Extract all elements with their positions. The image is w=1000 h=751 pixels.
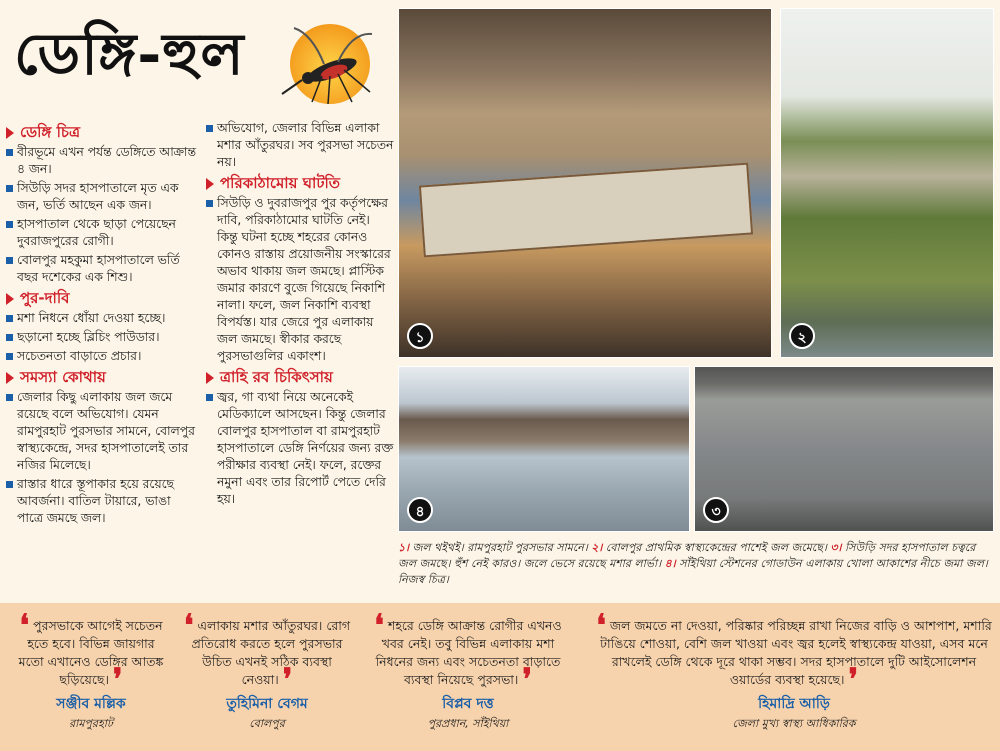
quote-author: তুহিমিনা বেগম [226,696,308,712]
quote-author-role: রামপুরহাট [69,717,113,730]
headline: ডেঙ্গি-হুল [14,20,245,88]
close-quote-icon: ❜ [848,662,859,698]
photo-number-badge: ২ [789,323,815,349]
photo-number-badge: ১ [407,323,433,349]
column-1 [6,120,198,529]
square-bullet-icon [206,125,213,132]
close-quote-icon: ❜ [522,662,533,698]
list-item: ছড়ানো হচ্ছে ব্লিচিং পাউডার। [6,329,198,346]
square-bullet-icon [6,481,13,488]
quote-author: সঞ্জীব মল্লিক [56,696,126,712]
quote-block: ❛ জল জমতে না দেওয়া, পরিষ্কার পরিচ্ছন্ন রাখা নিজের বাড়ি ও আশপাশ, মশারি টাঙিয়ে শোওয়া, বেশি জল খাওয়া এবং জ্বর হলেই স্বাস্থ্যকেন্দ্র যাওয়া, এসব মনে রাখলেই ডেঙ্গি থেকে দূরে থাকা সম্ভব। সদর হাসপাতালে দুটি আইসোলেশন ওয়ার্ডের ব্যবস্থা হয়েছে। ❜ হিমাদ্রি আড়ি জেলা মুখ্য স্বাস্থ্য আধিকারিক [596,617,992,733]
triangle-bullet-icon [206,372,214,384]
square-bullet-icon [6,185,13,192]
quote-block: ❛ শহরে ডেঙ্গি আক্রান্ত রোগীর এখনও খবর নেই। তবু বিভিন্ন এলাকায় মশা নিধনের জন্য এবং সচেতনতা বাড়াতে ব্যবস্থা নিয়েছে পুরসভা। ❜ বিপ্লব দত্ত পুরপ্রধান, সাঁইথিয়া [370,617,566,733]
reflected-signboard [419,163,753,258]
section-title-trahi-rob: ত্রাহি রব চিকিৎসায় [206,369,394,386]
list-item: রাস্তার ধারে স্তূপাকার হয়ে রয়েছে আবর্জনা। বাতিল টায়ারে, ভাঙা পাত্রে জমছে জল। [6,476,198,527]
triangle-bullet-icon [6,127,14,139]
close-quote-icon: ❜ [282,662,293,698]
quote-author-role: পুরপ্রধান, সাঁইথিয়া [427,717,509,730]
open-quote-icon: ❛ [596,608,606,644]
section-title-samasya: সমস্যা কোথায় [6,369,198,386]
list-item: মশা নিধনে ধোঁয়া দেওয়া হচ্ছে। [6,310,198,327]
square-bullet-icon [6,315,13,322]
body-paragraph: জ্বর, গা ব্যথা নিয়ে অনেকেই মেডিক্যালে আসছেন। কিন্তু জেলার বোলপুর হাসপাতাল বা রামপুরহাট হাসপাতালে ডেঙ্গি নির্ণয়ের জন্য রক্ত পরীক্ষার ব্যবস্থা নেই। ফলে, রক্তের নমুনা এবং তার রিপোর্ট পেতে দেরি হয়। [206,389,394,508]
quote-author: বিপ্লব দত্ত [442,696,494,712]
body-paragraph: সিউড়ি ও দুবরাজপুর পুর কর্তৃপক্ষের দাবি, পরিকাঠামোর ঘাটতি নেই। কিন্তু ঘটনা হচ্ছে শহরের কোনও কোনও রাস্তায় প্রয়োজনীয় সংস্কারের অভাব থাকায় জল জমছে। প্লাস্টিক জমার কারণে বুজে গিয়েছে নিকাশি নালা। ফলে, জল নিকাশি ব্যবস্থা বিপর্যস্ত। যার জেরে পুর এলাকায় জল জমছে। স্বীকার করছে পুরসভাগুলির একাংশ। [206,195,394,365]
open-quote-icon: ❛ [374,608,384,644]
list-item: সচেতনতা বাড়াতে প্রচার। [6,348,198,365]
square-bullet-icon [6,353,13,360]
list-item: জেলার কিছু এলাকায় জল জমে রয়েছে বলে অভিযোগ। যেমন রামপুরহাট পুরসভার সামনে, বোলপুর স্বাস্থ্যকেন্দ্রে, সদর হাসপাতালেই তার নজির মিলেছে। [6,389,198,474]
close-quote-icon: ❜ [112,662,123,698]
photo-suri-hospital [694,366,994,532]
quote-block: ❛ এলাকায় মশার আঁতুরঘর। রোগ প্রতিরোধ করতে হলে পুরসভার উচিত এখনই সঠিক ব্যবস্থা নেওয়া। ❜ তুহিমিনা বেগম বোলপুর [182,617,352,733]
column-2 [206,120,394,510]
photo-caption: ১। জল থইথই। রামপুরহাট পুরসভার সামনে। ২। বোলপুর প্রাথমিক স্বাস্থ্যকেন্দ্রের পাশেই জল জমেছে। ৩। সিউড়ি সদর হাসপাতাল চত্বরে জল জমছে। হুঁশ নেই কারও। জলে ভেসে রয়েছে মশার লার্ভা। ৪। সাঁইথিয়া স্টেশনের গোডাউন এলাকায় খোলা আকাশের নীচে জমা জল। নিজস্ব চিত্র। [398,541,988,586]
photo-sainthia-station [398,366,690,532]
square-bullet-icon [6,334,13,341]
list-item: সিউড়ি সদর হাসপাতালে মৃত এক জন, ভর্তি আছেন এক জন। [6,180,198,214]
square-bullet-icon [206,394,213,401]
intro-paragraph: অভিযোগ, জেলার বিভিন্ন এলাকা মশার আঁতুরঘর। সব পুরসভা সচেতন নয়। [206,120,394,171]
section-title-dengue-chitra: ডেঙ্গি চিত্র [6,124,198,141]
mosquito-icon [272,14,384,106]
quote-author-role: জেলা মুখ্য স্বাস্থ্য আধিকারিক [732,717,856,730]
triangle-bullet-icon [6,293,14,305]
quote-author-role: বোলপুর [249,717,285,730]
quote-author: হিমাদ্রি আড়ি [758,696,830,712]
square-bullet-icon [6,257,13,264]
photo-bolpur-health-centre [780,8,994,358]
open-quote-icon: ❛ [19,608,30,644]
quotes-band [0,603,1000,751]
open-quote-icon: ❛ [183,608,194,644]
section-title-pur-dabi: পুর-দাবি [6,290,198,307]
list-item: হাসপাতাল থেকে ছাড়া পেয়েছেন দুবরাজপুরের রোগী। [6,216,198,250]
square-bullet-icon [6,221,13,228]
section-title-porikathamo: পরিকাঠামোয় ঘাটতি [206,175,394,192]
square-bullet-icon [6,149,13,156]
triangle-bullet-icon [206,178,214,190]
photo-number-badge: ৩ [703,497,729,523]
list-item: বীরভূমে এখন পর্যন্ত ডেঙ্গিতে আক্রান্ত ৪ জন। [6,144,198,178]
photo-rampurhat-municipality [398,8,772,358]
triangle-bullet-icon [6,372,14,384]
list-item: বোলপুর মহকুমা হাসপাতালে ভর্তি বছর দশেকের এক শিশু। [6,252,198,286]
photo-number-badge: ৪ [407,497,433,523]
quote-block: ❛ পুরসভাকে আগেই সচেতন হতে হবে। বিভিন্ন জায়গার মতো এখানেও ডেঙ্গির আতঙ্ক ছড়িয়েছে। ❜ সঞ্জীব মল্লিক রামপুরহাট [16,617,166,733]
square-bullet-icon [206,200,213,207]
square-bullet-icon [6,394,13,401]
